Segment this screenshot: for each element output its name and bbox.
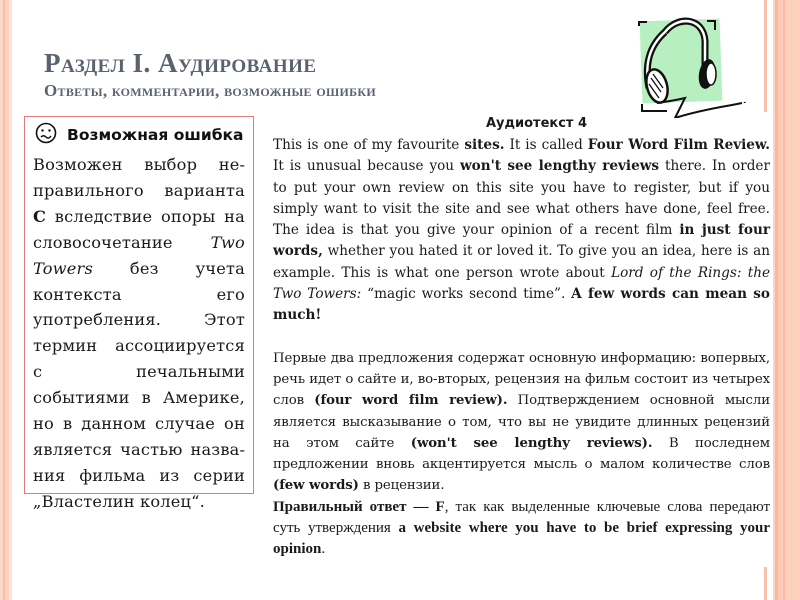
transcript-run: won't see lengthy reviews xyxy=(459,158,660,175)
decorative-stripe-right xyxy=(773,0,800,600)
decorative-rule-bottom xyxy=(764,567,767,600)
transcript-run: It is called xyxy=(504,137,588,153)
commentary-run: В последнем предложении вновь акцентируется мысль о малом количестве слов xyxy=(273,435,770,473)
error-text-run: C xyxy=(33,206,47,226)
error-text-run: вследствие опоры на словосочетание xyxy=(33,206,245,252)
headphones-icon xyxy=(627,8,777,118)
commentary-run: Подтверждением основной мысли является высказывание о том, что вы не увидите длинных рецензий на этом сайте xyxy=(273,393,771,451)
transcript-run: Lord of the Rings: the Two Towers: xyxy=(273,264,770,303)
transcript-run: in just four words, xyxy=(273,222,770,260)
transcript-run: A few words can mean so much! xyxy=(273,286,770,324)
error-box-header xyxy=(35,122,245,148)
commentary-run: (four word film review). xyxy=(314,393,508,409)
commentary-text xyxy=(273,348,770,497)
transcript-run: This is one of my favourite xyxy=(273,137,465,153)
error-text-run: Возможен выбор неправильного варианта xyxy=(33,155,245,200)
transcript-run: whether you hated it or loved it. To give you an idea, here is an example. This is what one person wrote about xyxy=(273,243,770,281)
page-subtitle: Ответы, комментарии, возможные ошибки xyxy=(44,81,377,100)
answer-run: Правильный ответ — F xyxy=(273,498,445,515)
answer-run: , так как выделенные ключевые слова передают суть утверждения xyxy=(273,498,771,537)
page-title: Раздел I. Аудирование xyxy=(44,48,317,78)
transcript-run: Four Word Film Review. xyxy=(587,137,770,153)
commentary-run: (won't see lengthy reviews). xyxy=(410,435,653,451)
error-explanation xyxy=(33,152,245,515)
correct-answer-text xyxy=(273,497,770,561)
transcript-run: sites. xyxy=(464,137,505,153)
error-text-run: Two Towers xyxy=(33,232,245,278)
error-box-heading: Возможная ошибка xyxy=(67,126,244,144)
transcript-run: there. In order to put your own review on this site you have to register, but if you simply want to visit the site and see what others have done, feel free. The idea is that you give your opinion of a recent film xyxy=(273,158,770,239)
audio-text-title: Аудиотекст 4 xyxy=(485,116,588,131)
commentary-run: Первые два предложения содержат основную информацию: вопервых, речь идет о сайте и, во-вторых, рецензия на фильм состоит из четырех слов xyxy=(273,350,770,409)
transcript-run: “magic works second time”. xyxy=(361,286,572,303)
commentary-run: в рецензии. xyxy=(358,478,445,494)
answer-run: a website where you have to be brief expressing your opinion xyxy=(273,520,771,558)
answer-run: . xyxy=(321,541,326,558)
audio-transcript xyxy=(273,135,770,327)
decorative-stripe-left xyxy=(0,0,12,600)
sad-face-icon xyxy=(35,122,57,148)
possible-error-box xyxy=(24,116,254,511)
error-box-text xyxy=(33,152,245,515)
transcript-run: It is unusual because you xyxy=(273,158,460,175)
commentary-run: (few words) xyxy=(273,478,359,494)
audio-text-section xyxy=(273,116,770,561)
error-text-run: без учета контекста его употребления. Этот термин ассоциируется с печальными событиями в Америке, но в данном случае он является частью названия фильма из серии „Властелин колец“. xyxy=(33,258,245,511)
